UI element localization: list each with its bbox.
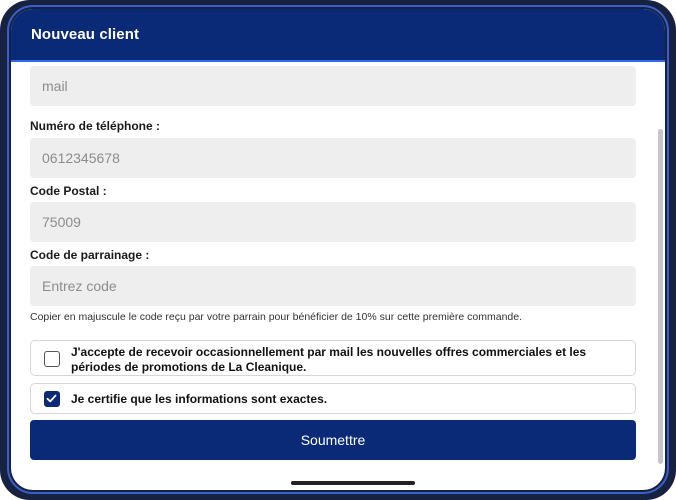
referral-hint: Copier en majuscule le code reçu par votre parrain pour bénéficier de 10% sur cette première commande. (30, 311, 523, 323)
modal-title: Nouveau client (31, 26, 140, 43)
home-indicator (291, 481, 415, 485)
certify-row[interactable] (30, 383, 636, 414)
phone-input[interactable] (30, 138, 636, 178)
certify-label: Je certifie que les informations sont exactes. (71, 392, 328, 406)
form-content (11, 62, 665, 490)
modal-header (11, 9, 665, 62)
phone-label: Numéro de téléphone : (30, 119, 161, 133)
email-input[interactable] (30, 66, 636, 106)
screen (11, 9, 665, 490)
marketing-consent-label: J'accepte de recevoir occasionnellement par mail les nouvelles offres commerciales et les périodes de promotions de La Cleanique. (71, 345, 587, 374)
marketing-consent-row[interactable] (30, 340, 636, 376)
scrollbar[interactable] (658, 129, 663, 464)
referral-code-input[interactable] (30, 266, 636, 306)
checkmark-icon (45, 392, 58, 405)
certify-checkbox[interactable] (44, 391, 60, 407)
referral-code-label: Code de parrainage : (30, 248, 150, 262)
marketing-consent-checkbox[interactable] (44, 351, 60, 367)
postal-code-label: Code Postal : (30, 184, 107, 198)
postal-code-input[interactable] (30, 202, 636, 242)
submit-button[interactable]: Soumettre (30, 420, 636, 460)
